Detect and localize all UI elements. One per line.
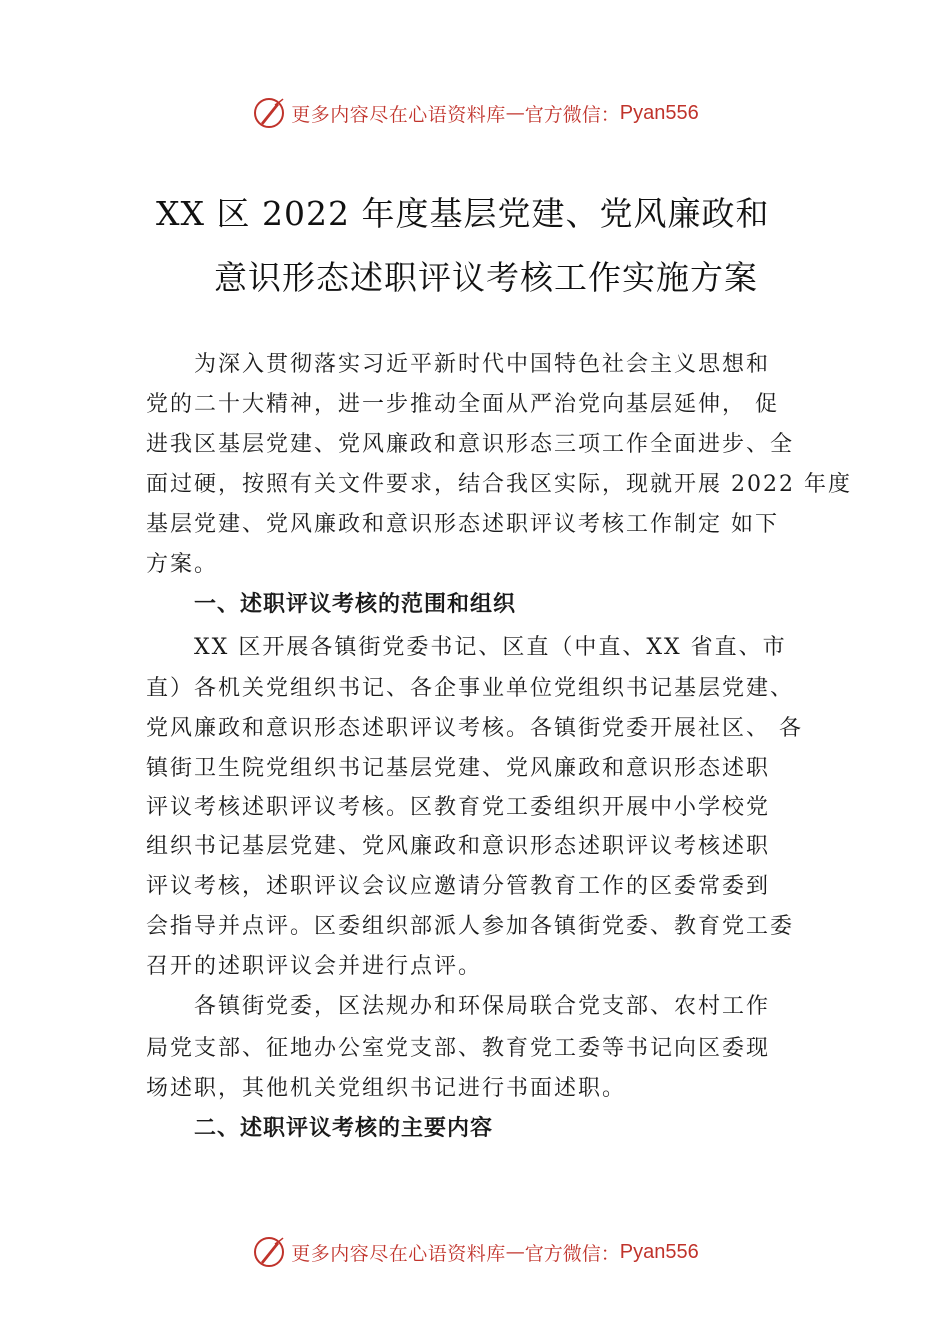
paragraph-2-line: 召开的述职评议会并进行点评。	[146, 954, 483, 979]
paragraph-2-line: 评议考核，述职评议会议应邀请分管教育工作的区委常委到	[146, 874, 771, 899]
section-heading-2: 二、述职评议考核的主要内容	[194, 1116, 494, 1141]
banner-brand-text: 更多内容尽在心语资料库	[291, 103, 506, 126]
quill-seal-logo-icon	[251, 95, 287, 131]
banner-wechat-label: 官方微信：	[524, 1242, 620, 1265]
paragraph-2-line: 镇街卫生院党组织书记基层党建、党风廉政和意识形态述职	[146, 756, 771, 781]
banner-wechat-id: Pyan556	[619, 101, 699, 124]
document-title-line-2: 意识形态述职评议考核工作实施方案	[214, 258, 758, 297]
document-title-line-1: XX 区 2022 年度基层党建、党风廉政和	[156, 194, 770, 233]
paragraph-1-line: 进我区基层党建、党风廉政和意识形态三项工作全面进步、全	[146, 432, 795, 457]
paragraph-3-line: 场述职，其他机关党组织书记进行书面述职。	[146, 1076, 627, 1101]
paragraph-2-line: 党风廉政和意识形态述职评议考核。各镇街党委开展社区、 各	[146, 716, 803, 741]
footer-watermark-banner	[0, 1232, 950, 1272]
paragraph-3-line: 各镇街党委，区法规办和环保局联合党支部、农村工作	[194, 994, 771, 1019]
paragraph-2-line: XX 区开展各镇街党委书记、区直（中直、XX 省直、市	[194, 635, 787, 660]
paragraph-2-line: 评议考核述职评议考核。区教育党工委组织开展中小学校党	[146, 795, 771, 820]
paragraph-1-line: 基层党建、党风廉政和意识形态述职评议考核工作制定 如下	[146, 512, 779, 537]
paragraph-1-line: 党的二十大精神，进一步推动全面从严治党向基层延伸， 促	[146, 392, 779, 417]
section-heading-1: 一、述职评议考核的范围和组织	[194, 592, 517, 617]
paragraph-2-line: 组织书记基层党建、党风廉政和意识形态述职评议考核述职	[146, 834, 771, 859]
banner-brand-text: 更多内容尽在心语资料库	[291, 1242, 506, 1265]
paragraph-1-line: 为深入贯彻落实习近平新时代中国特色社会主义思想和	[194, 352, 771, 377]
paragraph-2-line: 直）各机关党组织书记、各企事业单位党组织书记基层党建、	[146, 676, 795, 701]
paragraph-1-line: 方案。	[146, 552, 219, 577]
quill-seal-logo-icon	[251, 1234, 287, 1270]
banner-wechat-label: 官方微信：	[524, 103, 620, 126]
banner-dash: —	[505, 102, 525, 124]
banner-dash: —	[505, 1241, 525, 1263]
paragraph-1-line: 面过硬，按照有关文件要求，结合我区实际，现就开展 2022 年度	[146, 472, 852, 497]
paragraph-2-line: 会指导并点评。区委组织部派人参加各镇街党委、教育党工委	[146, 914, 795, 939]
header-watermark-banner	[0, 93, 950, 133]
paragraph-3-line: 局党支部、征地办公室党支部、教育党工委等书记向区委现	[146, 1036, 771, 1061]
banner-wechat-id: Pyan556	[619, 1240, 699, 1263]
